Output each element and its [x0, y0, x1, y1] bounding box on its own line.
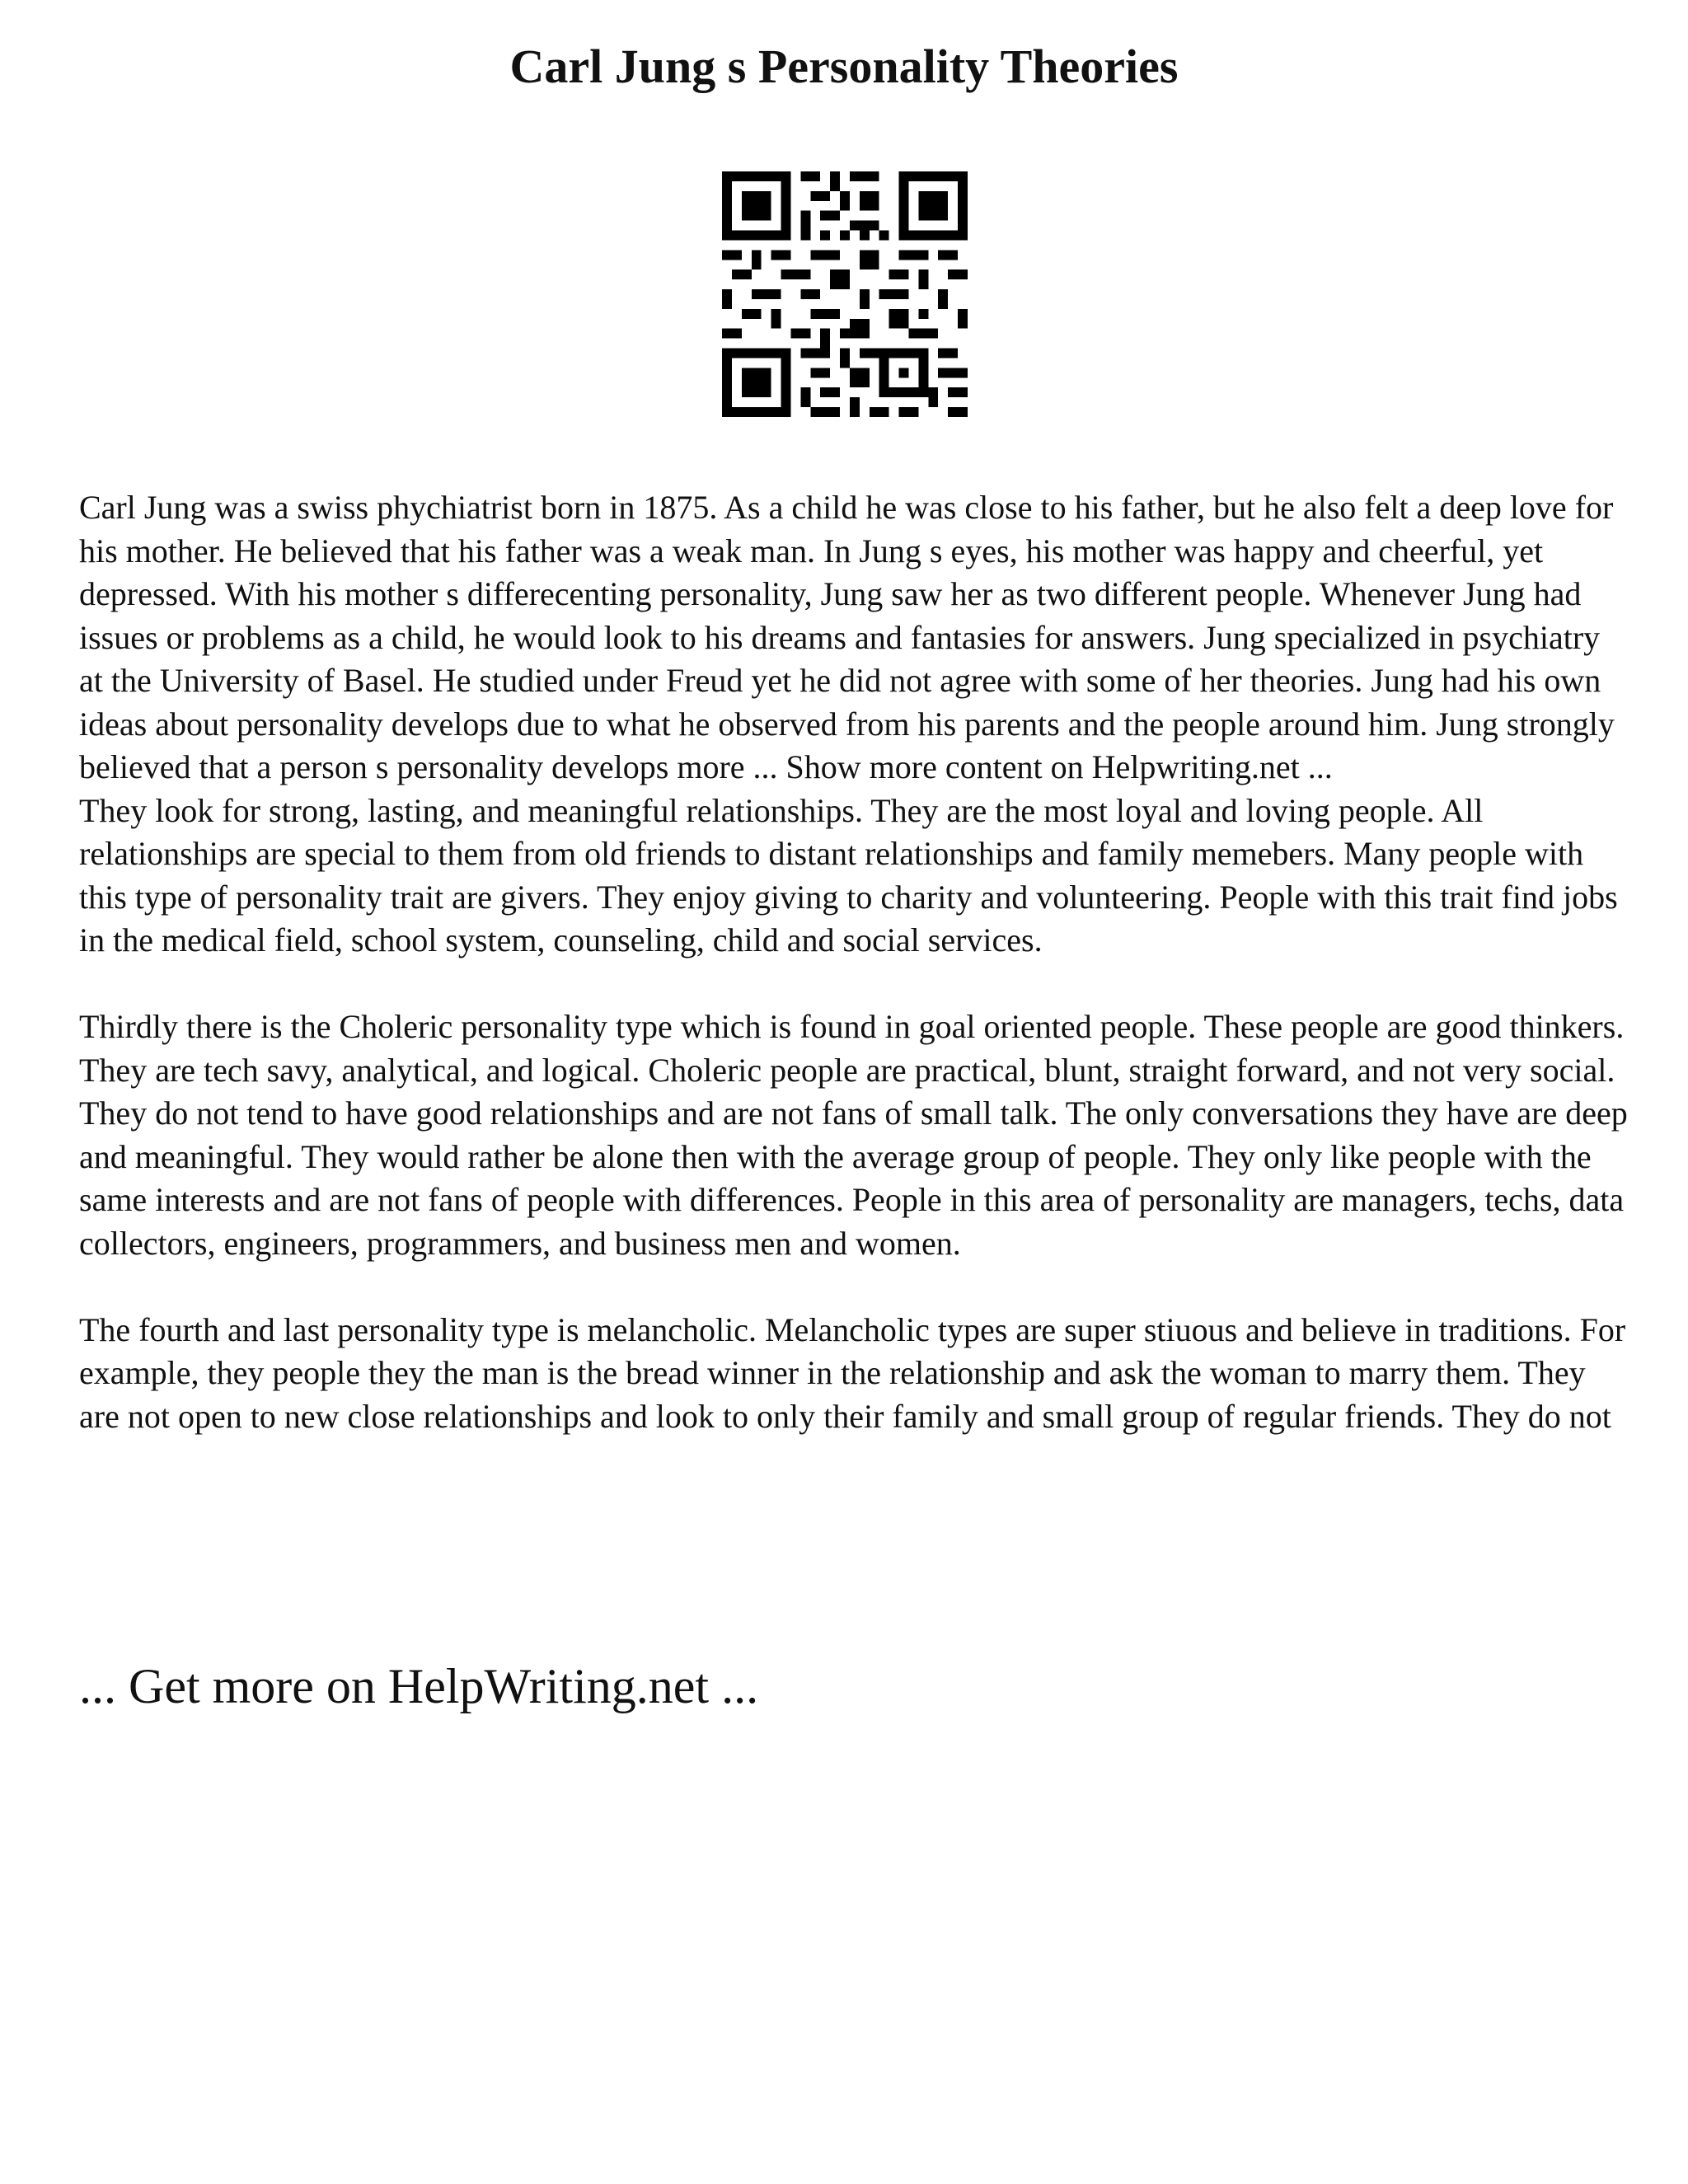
paragraph-spacer	[79, 963, 1629, 1006]
page-title: Carl Jung s Personality Theories	[509, 40, 1179, 93]
paragraph-melancholic: The fourth and last personality type is melancholic. Melancholic types are super stiuous and believe in traditions. For example, they people they the man is the bread winner in the relationship and ask the woman to marry them. They are not open to new close relationships and look to only their family and small group of regular friends. They do not	[79, 1310, 1626, 1435]
paragraph-relationships: They look for strong, lasting, and meaningful relationships. They are the most loyal and loving people. All relationships are special to them from old friends to distant relationships and family memebers. Many people with this type of personality trait are givers. They enjoy giving to charity and volunteering. People with this trait find jobs in the medical field, school system, counseling, child and social services.	[79, 791, 1618, 958]
article-body	[79, 486, 1629, 1438]
qr-code-icon	[722, 171, 968, 417]
paragraph-spacer	[79, 1265, 1629, 1309]
paragraph-intro: Carl Jung was a swiss phychiatrist born in 1875. As a child he was close to his father, but he also felt a deep love for his mother. He believed that his father was a weak man. In Jung s eyes, his mother was happy and cheerful, yet depressed. With his mother s differecenting personality, Jung saw her as two different people. Whenever Jung had issues or problems as a child, he would look to his dreams and fantasies for answers. Jung specialized in psychiatry at the University of Basel. He studied under Freud yet he did not agree with some of her theories. Jung had his own ideas about personality develops due to what he observed from his parents and the people around him. Jung strongly believed that a person s personality develops more ... Show more content on Helpwriting.net ...	[79, 489, 1615, 785]
paragraph-choleric: Thirdly there is the Choleric personality type which is found in goal oriented people. These people are good thinkers. They are tech savy, analytical, and logical. Choleric people are practical, blunt, straight forward, and not very social. They do not tend to have good relationships and are not fans of small talk. The only conversations they have are deep and meaningful. They would rather be alone then with the average group of people. They only like people with the same interests and are not fans of people with differences. People in this area of personality are managers, techs, data collectors, engineers, programmers, and business men and women.	[79, 1008, 1628, 1262]
get-more-link[interactable]: ... Get more on HelpWriting.net ...	[79, 1659, 759, 1713]
